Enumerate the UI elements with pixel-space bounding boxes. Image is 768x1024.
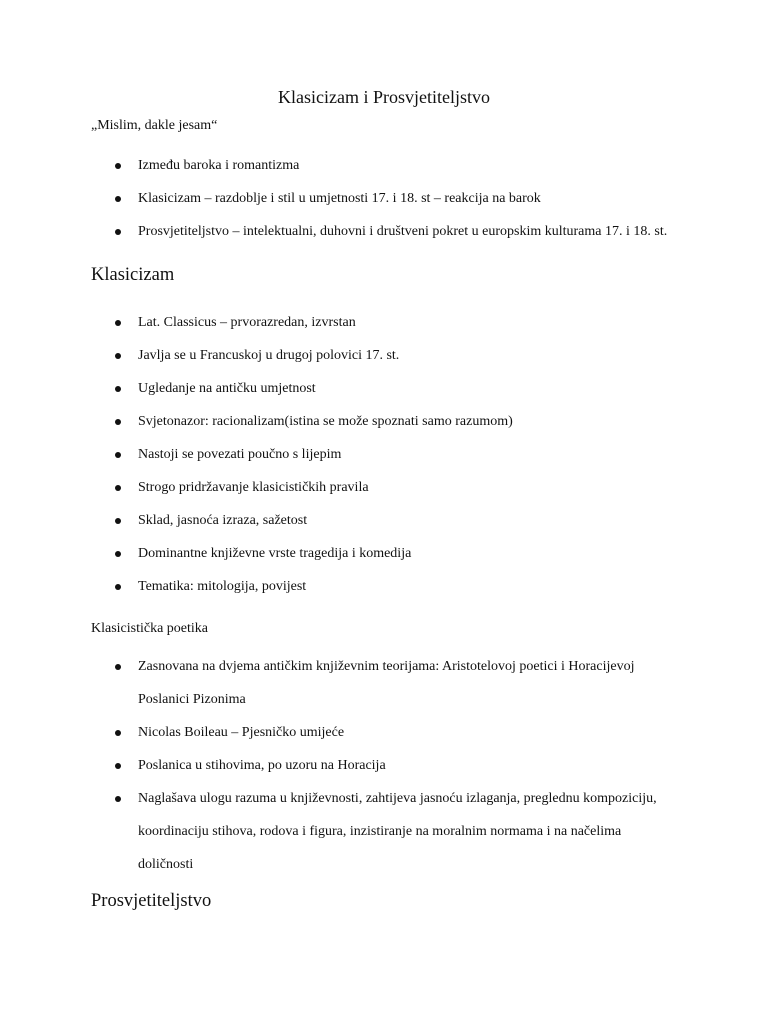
bullet-icon xyxy=(115,485,121,491)
list-item: Svjetonazor: racionalizam(istina se može spoznati samo razumom) xyxy=(0,413,768,446)
document-title: Klasicizam i Prosvjetiteljstvo xyxy=(278,87,490,107)
list-item: Zasnovana na dvjema antičkim književnim teorijama: Aristotelovoj poetici i Horacijevoj Poslanici Pizonima xyxy=(0,658,768,724)
poetika-list xyxy=(0,658,768,889)
bullet-icon xyxy=(115,452,121,458)
list-item: Sklad, jasnoća izraza, sažetost xyxy=(0,512,768,545)
list-item: Ugledanje na antičku umjetnost xyxy=(0,380,768,413)
list-item: Lat. Classicus – prvorazredan, izvrstan xyxy=(0,314,768,347)
list-item: Nastoji se povezati poučno s lijepim xyxy=(0,446,768,479)
bullet-icon xyxy=(115,551,121,557)
intro-list xyxy=(0,157,768,256)
bullet-icon xyxy=(115,163,121,169)
subheading-poetika: Klasicistička poetika xyxy=(91,621,209,636)
bullet-icon xyxy=(115,763,121,769)
list-item: Javlja se u Francuskoj u drugoj polovici 17. st. xyxy=(0,347,768,380)
bullet-icon xyxy=(115,196,121,202)
bullet-icon xyxy=(115,730,121,736)
bullet-icon xyxy=(115,796,121,802)
bullet-icon xyxy=(115,584,121,590)
bullet-icon xyxy=(115,320,121,326)
list-item: Prosvjetiteljstvo – intelektualni, duhovni i društveni pokret u europskim kulturama 17. i 18. st. xyxy=(0,223,768,256)
list-item: Naglašava ulogu razuma u književnosti, zahtijeva jasnoću izlaganja, preglednu kompoziciju, koordinaciju stihova, rodova i figura, inzistiranje na moralnim normama i na načelima doličnosti xyxy=(0,790,768,889)
section-heading-prosvjetiteljstvo: Prosvjetiteljstvo xyxy=(91,891,212,911)
quote-line: „Mislim, dakle jesam“ xyxy=(91,118,218,133)
list-item: Poslanica u stihovima, po uzoru na Horacija xyxy=(0,757,768,790)
list-item: Tematika: mitologija, povijest xyxy=(0,578,768,611)
list-item: Klasicizam – razdoblje i stil u umjetnosti 17. i 18. st – reakcija na barok xyxy=(0,190,768,223)
bullet-icon xyxy=(115,664,121,670)
list-item: Između baroka i romantizma xyxy=(0,157,768,190)
list-item: Nicolas Boileau – Pjesničko umijeće xyxy=(0,724,768,757)
list-item: Strogo pridržavanje klasicističkih pravila xyxy=(0,479,768,512)
bullet-icon xyxy=(115,353,121,359)
klasicizam-list xyxy=(0,314,768,611)
section-heading-klasicizam: Klasicizam xyxy=(91,265,175,285)
bullet-icon xyxy=(115,386,121,392)
bullet-icon xyxy=(115,229,121,235)
bullet-icon xyxy=(115,419,121,425)
bullet-icon xyxy=(115,518,121,524)
list-item: Dominantne književne vrste tragedija i komedija xyxy=(0,545,768,578)
